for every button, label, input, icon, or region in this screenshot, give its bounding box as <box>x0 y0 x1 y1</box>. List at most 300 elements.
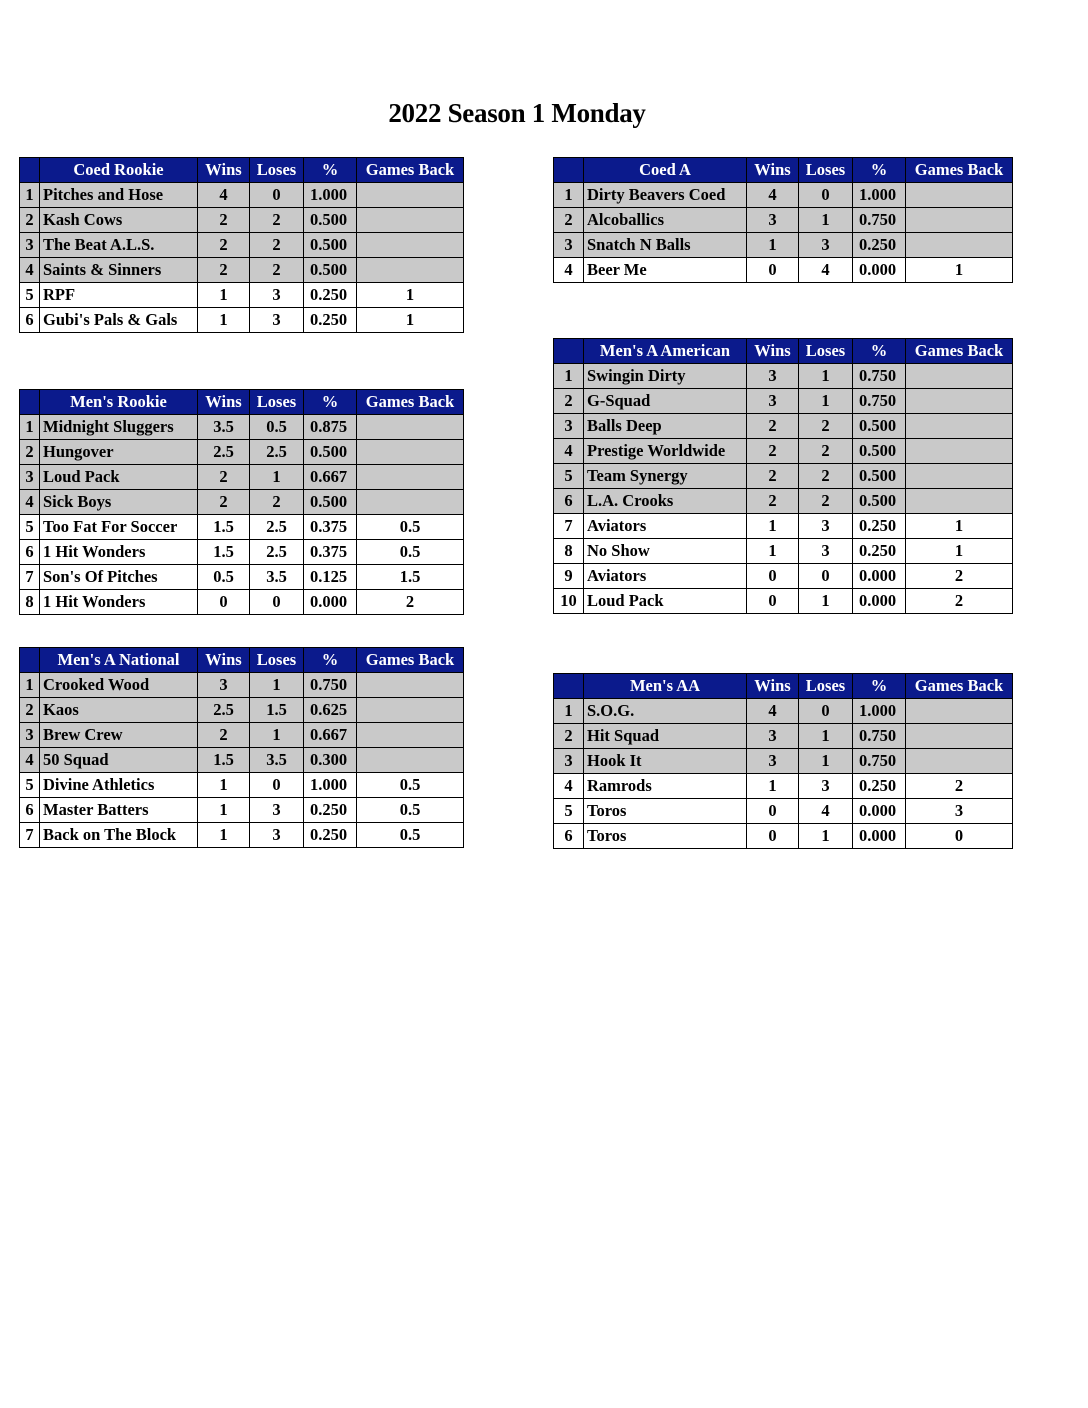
rank-cell: 2 <box>20 208 40 233</box>
pct-cell: 0.250 <box>853 233 906 258</box>
team-name-cell: Dirty Beavers Coed <box>584 183 747 208</box>
standings-row <box>554 233 1013 258</box>
division-name: Men's A American <box>584 339 747 364</box>
wins-cell: 1.5 <box>198 540 250 565</box>
standings-row <box>20 748 464 773</box>
team-name-cell: Team Synergy <box>584 464 747 489</box>
pct-cell: 0.667 <box>304 465 357 490</box>
loses-header: Loses <box>799 339 853 364</box>
rank-cell: 4 <box>20 748 40 773</box>
header-row <box>554 339 1013 364</box>
wins-cell: 0 <box>747 799 799 824</box>
games-back-cell: 1.5 <box>357 565 464 590</box>
loses-cell: 2 <box>250 208 304 233</box>
loses-cell: 1 <box>799 724 853 749</box>
pct-cell: 0.750 <box>853 364 906 389</box>
pct-header: % <box>853 339 906 364</box>
games-back-cell: 2 <box>357 590 464 615</box>
pct-cell: 0.750 <box>853 389 906 414</box>
rank-cell: 3 <box>20 723 40 748</box>
page-title: 2022 Season 1 Monday <box>388 98 646 128</box>
standings-row <box>554 799 1013 824</box>
pct-cell: 0.000 <box>304 590 357 615</box>
wins-cell: 4 <box>198 183 250 208</box>
pct-cell: 0.500 <box>853 414 906 439</box>
standings-row <box>20 773 464 798</box>
games-back-cell: 1 <box>906 539 1013 564</box>
standings-row <box>554 464 1013 489</box>
pct-cell: 1.000 <box>853 183 906 208</box>
pct-header: % <box>304 648 357 673</box>
wins-cell: 3 <box>747 389 799 414</box>
wins-cell: 2 <box>198 258 250 283</box>
loses-cell: 4 <box>799 799 853 824</box>
rank-cell: 5 <box>20 773 40 798</box>
standings-table-mens-a-american <box>553 338 1013 614</box>
rank-cell: 7 <box>554 514 584 539</box>
games-back-cell: 0.5 <box>357 773 464 798</box>
rank-cell: 4 <box>554 774 584 799</box>
standings-row <box>20 283 464 308</box>
division-name: Men's A National <box>40 648 198 673</box>
team-name-cell: G-Squad <box>584 389 747 414</box>
pct-cell: 0.000 <box>853 564 906 589</box>
rank-cell: 5 <box>554 799 584 824</box>
team-name-cell: 1 Hit Wonders <box>40 590 198 615</box>
loses-cell: 3 <box>799 774 853 799</box>
rank-cell: 4 <box>554 439 584 464</box>
standings-row <box>554 208 1013 233</box>
rank-header <box>20 158 40 183</box>
team-name-cell: Midnight Sluggers <box>40 415 198 440</box>
pct-cell: 0.750 <box>853 749 906 774</box>
wins-cell: 0 <box>747 824 799 849</box>
loses-header: Loses <box>799 158 853 183</box>
standings-row <box>20 673 464 698</box>
standings-row <box>20 183 464 208</box>
loses-cell: 0 <box>799 564 853 589</box>
wins-cell: 4 <box>747 183 799 208</box>
loses-cell: 1 <box>799 824 853 849</box>
loses-cell: 0 <box>250 183 304 208</box>
wins-cell: 2 <box>198 233 250 258</box>
standings-row <box>554 699 1013 724</box>
team-name-cell: Swingin Dirty <box>584 364 747 389</box>
standings-row <box>554 724 1013 749</box>
loses-cell: 1.5 <box>250 698 304 723</box>
loses-cell: 2 <box>799 464 853 489</box>
games-back-cell: 0.5 <box>357 798 464 823</box>
rank-cell: 9 <box>554 564 584 589</box>
wins-cell: 1 <box>198 823 250 848</box>
loses-header: Loses <box>799 674 853 699</box>
rank-cell: 3 <box>554 414 584 439</box>
pct-cell: 0.000 <box>853 589 906 614</box>
wins-cell: 1 <box>747 774 799 799</box>
standings-row <box>554 183 1013 208</box>
wins-cell: 3 <box>747 724 799 749</box>
rank-cell: 1 <box>20 183 40 208</box>
division-name: Coed Rookie <box>40 158 198 183</box>
rank-cell: 10 <box>554 589 584 614</box>
team-name-cell: Ramrods <box>584 774 747 799</box>
games-back-cell <box>906 389 1013 414</box>
standings-row <box>20 823 464 848</box>
wins-cell: 3.5 <box>198 415 250 440</box>
pct-cell: 0.125 <box>304 565 357 590</box>
loses-cell: 3 <box>250 798 304 823</box>
pct-cell: 0.625 <box>304 698 357 723</box>
games-back-cell <box>906 489 1013 514</box>
standings-row <box>554 589 1013 614</box>
standings-row <box>20 723 464 748</box>
wins-cell: 1.5 <box>198 515 250 540</box>
games-back-cell <box>906 208 1013 233</box>
standings-row <box>554 489 1013 514</box>
games-back-header: Games Back <box>906 339 1013 364</box>
rank-cell: 2 <box>20 698 40 723</box>
team-name-cell: Son's Of Pitches <box>40 565 198 590</box>
pct-cell: 0.300 <box>304 748 357 773</box>
standings-table-mens-a-national <box>19 647 464 848</box>
loses-header: Loses <box>250 648 304 673</box>
team-name-cell: 1 Hit Wonders <box>40 540 198 565</box>
loses-cell: 1 <box>799 589 853 614</box>
wins-cell: 4 <box>747 699 799 724</box>
loses-cell: 1 <box>799 749 853 774</box>
team-name-cell: Gubi's Pals & Gals <box>40 308 198 333</box>
wins-cell: 1 <box>198 283 250 308</box>
pct-cell: 0.250 <box>304 308 357 333</box>
pct-cell: 0.500 <box>304 258 357 283</box>
team-name-cell: Kash Cows <box>40 208 198 233</box>
team-name-cell: Prestige Worldwide <box>584 439 747 464</box>
pct-cell: 0.667 <box>304 723 357 748</box>
games-back-cell <box>906 749 1013 774</box>
loses-cell: 3 <box>250 283 304 308</box>
rank-cell: 8 <box>20 590 40 615</box>
games-back-cell: 2 <box>906 774 1013 799</box>
rank-cell: 2 <box>20 440 40 465</box>
team-name-cell: Pitches and Hose <box>40 183 198 208</box>
team-name-cell: Alcoballics <box>584 208 747 233</box>
loses-cell: 0 <box>799 183 853 208</box>
wins-cell: 1.5 <box>198 748 250 773</box>
rank-cell: 3 <box>554 749 584 774</box>
wins-header: Wins <box>198 158 250 183</box>
rank-cell: 2 <box>554 208 584 233</box>
wins-cell: 1 <box>747 233 799 258</box>
standings-row <box>20 440 464 465</box>
rank-cell: 3 <box>20 233 40 258</box>
team-name-cell: Saints & Sinners <box>40 258 198 283</box>
team-name-cell: Crooked Wood <box>40 673 198 698</box>
loses-cell: 3 <box>799 539 853 564</box>
games-back-cell: 1 <box>906 514 1013 539</box>
pct-cell: 0.250 <box>853 539 906 564</box>
standings-row <box>554 514 1013 539</box>
loses-cell: 1 <box>250 723 304 748</box>
loses-cell: 2 <box>250 233 304 258</box>
loses-cell: 0 <box>799 699 853 724</box>
standings-row <box>20 233 464 258</box>
games-back-cell <box>357 415 464 440</box>
pct-header: % <box>304 390 357 415</box>
team-name-cell: Too Fat For Soccer <box>40 515 198 540</box>
wins-cell: 0 <box>747 564 799 589</box>
team-name-cell: Loud Pack <box>40 465 198 490</box>
games-back-cell <box>357 723 464 748</box>
standings-table-coed-rookie <box>19 157 464 333</box>
loses-cell: 1 <box>799 389 853 414</box>
wins-cell: 0.5 <box>198 565 250 590</box>
games-back-cell: 3 <box>906 799 1013 824</box>
pct-cell: 0.000 <box>853 258 906 283</box>
loses-cell: 0 <box>250 590 304 615</box>
standings-row <box>554 364 1013 389</box>
rank-cell: 6 <box>20 540 40 565</box>
games-back-cell <box>357 183 464 208</box>
wins-cell: 0 <box>747 589 799 614</box>
wins-header: Wins <box>198 648 250 673</box>
games-back-header: Games Back <box>357 390 464 415</box>
standings-row <box>20 565 464 590</box>
team-name-cell: 50 Squad <box>40 748 198 773</box>
loses-cell: 0.5 <box>250 415 304 440</box>
pct-cell: 0.375 <box>304 515 357 540</box>
rank-cell: 1 <box>554 364 584 389</box>
wins-cell: 3 <box>747 364 799 389</box>
games-back-cell <box>906 183 1013 208</box>
games-back-header: Games Back <box>906 158 1013 183</box>
standings-row <box>554 774 1013 799</box>
wins-cell: 1 <box>747 539 799 564</box>
pct-cell: 1.000 <box>853 699 906 724</box>
wins-cell: 0 <box>198 590 250 615</box>
games-back-cell <box>357 208 464 233</box>
division-name: Men's AA <box>584 674 747 699</box>
header-row <box>554 158 1013 183</box>
rank-cell: 1 <box>554 699 584 724</box>
pct-cell: 0.875 <box>304 415 357 440</box>
team-name-cell: Brew Crew <box>40 723 198 748</box>
standings-row <box>554 439 1013 464</box>
standings-row <box>554 564 1013 589</box>
team-name-cell: Hungover <box>40 440 198 465</box>
rank-cell: 2 <box>554 389 584 414</box>
rank-cell: 5 <box>554 464 584 489</box>
loses-cell: 3 <box>799 233 853 258</box>
loses-cell: 1 <box>250 465 304 490</box>
games-back-header: Games Back <box>906 674 1013 699</box>
pct-cell: 0.000 <box>853 824 906 849</box>
loses-cell: 1 <box>799 364 853 389</box>
standings-row <box>20 258 464 283</box>
standings-row <box>554 389 1013 414</box>
games-back-cell: 0.5 <box>357 540 464 565</box>
pct-cell: 0.250 <box>304 823 357 848</box>
pct-cell: 0.500 <box>853 489 906 514</box>
loses-cell: 0 <box>250 773 304 798</box>
standings-row <box>20 208 464 233</box>
rank-cell: 8 <box>554 539 584 564</box>
rank-cell: 4 <box>20 490 40 515</box>
games-back-cell <box>357 258 464 283</box>
team-name-cell: Snatch N Balls <box>584 233 747 258</box>
games-back-cell <box>906 439 1013 464</box>
wins-cell: 1 <box>198 308 250 333</box>
wins-cell: 1 <box>198 773 250 798</box>
standings-row <box>554 824 1013 849</box>
rank-header <box>554 339 584 364</box>
division-name: Men's Rookie <box>40 390 198 415</box>
loses-cell: 2.5 <box>250 440 304 465</box>
games-back-cell: 2 <box>906 589 1013 614</box>
division-name: Coed A <box>584 158 747 183</box>
loses-cell: 2.5 <box>250 515 304 540</box>
standings-row <box>20 415 464 440</box>
rank-cell: 3 <box>20 465 40 490</box>
loses-header: Loses <box>250 158 304 183</box>
team-name-cell: No Show <box>584 539 747 564</box>
games-back-cell <box>357 233 464 258</box>
loses-cell: 3 <box>250 823 304 848</box>
team-name-cell: Toros <box>584 824 747 849</box>
pct-header: % <box>853 158 906 183</box>
pct-header: % <box>853 674 906 699</box>
loses-cell: 3 <box>799 514 853 539</box>
wins-cell: 0 <box>747 258 799 283</box>
team-name-cell: Back on The Block <box>40 823 198 848</box>
games-back-cell: 0.5 <box>357 823 464 848</box>
standings-table-coed-a <box>553 157 1013 283</box>
team-name-cell: Sick Boys <box>40 490 198 515</box>
standings-row <box>20 590 464 615</box>
team-name-cell: L.A. Crooks <box>584 489 747 514</box>
wins-cell: 2 <box>198 490 250 515</box>
games-back-cell <box>906 233 1013 258</box>
loses-cell: 2 <box>799 439 853 464</box>
games-back-cell <box>357 440 464 465</box>
loses-cell: 2.5 <box>250 540 304 565</box>
standings-row <box>20 308 464 333</box>
loses-cell: 4 <box>799 258 853 283</box>
games-back-cell <box>906 364 1013 389</box>
games-back-cell <box>906 414 1013 439</box>
rank-header <box>554 674 584 699</box>
wins-cell: 2 <box>198 723 250 748</box>
rank-cell: 5 <box>20 515 40 540</box>
wins-header: Wins <box>747 674 799 699</box>
team-name-cell: Aviators <box>584 564 747 589</box>
header-row <box>20 390 464 415</box>
wins-cell: 2.5 <box>198 698 250 723</box>
rank-cell: 1 <box>20 415 40 440</box>
games-back-cell: 0.5 <box>357 515 464 540</box>
pct-cell: 0.500 <box>853 439 906 464</box>
wins-cell: 2 <box>198 208 250 233</box>
pct-cell: 0.500 <box>853 464 906 489</box>
wins-cell: 3 <box>747 208 799 233</box>
loses-cell: 1 <box>799 208 853 233</box>
pct-cell: 1.000 <box>304 773 357 798</box>
team-name-cell: Beer Me <box>584 258 747 283</box>
wins-cell: 3 <box>747 749 799 774</box>
loses-cell: 2 <box>799 414 853 439</box>
games-back-cell: 2 <box>906 564 1013 589</box>
rank-cell: 1 <box>20 673 40 698</box>
team-name-cell: Aviators <box>584 514 747 539</box>
rank-cell: 3 <box>554 233 584 258</box>
rank-cell: 1 <box>554 183 584 208</box>
team-name-cell: The Beat A.L.S. <box>40 233 198 258</box>
games-back-cell <box>906 699 1013 724</box>
pct-cell: 0.000 <box>853 799 906 824</box>
team-name-cell: Master Batters <box>40 798 198 823</box>
pct-header: % <box>304 158 357 183</box>
standings-row <box>20 490 464 515</box>
games-back-header: Games Back <box>357 158 464 183</box>
rank-cell: 6 <box>554 824 584 849</box>
standings-row <box>20 465 464 490</box>
standings-row <box>20 698 464 723</box>
wins-cell: 2 <box>747 414 799 439</box>
wins-header: Wins <box>747 339 799 364</box>
pct-cell: 0.750 <box>304 673 357 698</box>
pct-cell: 0.250 <box>304 798 357 823</box>
header-row <box>20 158 464 183</box>
wins-header: Wins <box>198 390 250 415</box>
team-name-cell: Hook It <box>584 749 747 774</box>
team-name-cell: Hit Squad <box>584 724 747 749</box>
pct-cell: 0.750 <box>853 724 906 749</box>
wins-cell: 2.5 <box>198 440 250 465</box>
standings-row <box>554 258 1013 283</box>
team-name-cell: Toros <box>584 799 747 824</box>
header-row <box>20 648 464 673</box>
games-back-cell <box>357 698 464 723</box>
loses-cell: 2 <box>250 490 304 515</box>
loses-cell: 3.5 <box>250 565 304 590</box>
loses-cell: 3.5 <box>250 748 304 773</box>
loses-cell: 2 <box>799 489 853 514</box>
rank-cell: 6 <box>20 798 40 823</box>
standings-row <box>20 798 464 823</box>
loses-cell: 3 <box>250 308 304 333</box>
team-name-cell: Kaos <box>40 698 198 723</box>
pct-cell: 0.500 <box>304 490 357 515</box>
loses-cell: 1 <box>250 673 304 698</box>
wins-header: Wins <box>747 158 799 183</box>
rank-cell: 5 <box>20 283 40 308</box>
pct-cell: 0.250 <box>304 283 357 308</box>
team-name-cell: S.O.G. <box>584 699 747 724</box>
header-row <box>554 674 1013 699</box>
pct-cell: 0.500 <box>304 233 357 258</box>
games-back-cell: 0 <box>906 824 1013 849</box>
loses-cell: 2 <box>250 258 304 283</box>
wins-cell: 3 <box>198 673 250 698</box>
team-name-cell: RPF <box>40 283 198 308</box>
pct-cell: 0.750 <box>853 208 906 233</box>
standings-table-mens-rookie <box>19 389 464 615</box>
pct-cell: 0.375 <box>304 540 357 565</box>
rank-cell: 6 <box>20 308 40 333</box>
standings-row <box>20 540 464 565</box>
wins-cell: 2 <box>747 439 799 464</box>
games-back-cell <box>906 724 1013 749</box>
standings-row <box>20 515 464 540</box>
